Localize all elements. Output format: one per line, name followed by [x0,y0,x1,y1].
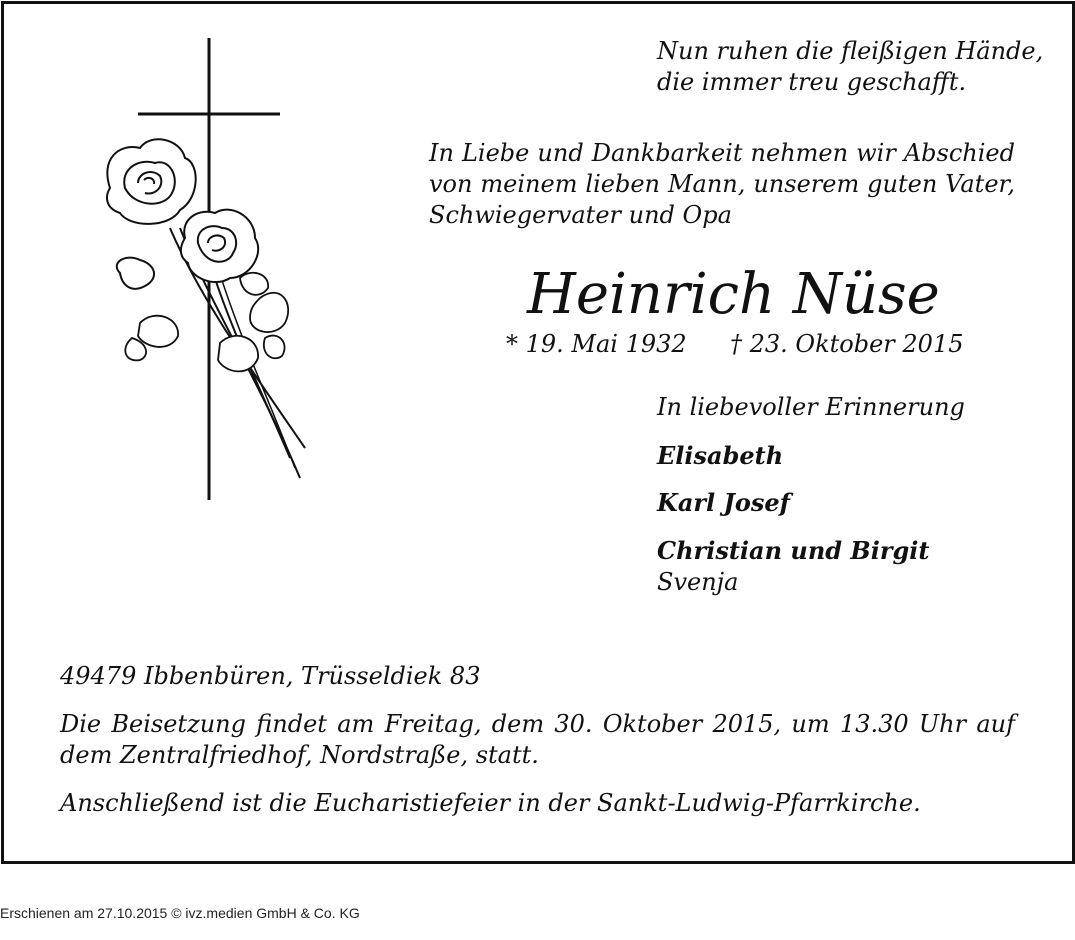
mourner-name: Elisabeth [657,441,784,470]
grandchild-name: Svenja [657,568,739,596]
motto-line-2: die immer treu geschafft. [657,68,967,96]
mourner-name: Christian und Birgit [657,536,930,565]
death-date: † 23. Oktober 2015 [730,330,964,358]
publication-credit: Erschienen am 27.10.2015 © ivz.medien GmbH & Co. KG [0,905,360,921]
motto-line-1: Nun ruhen die fleißigen Hände, [657,37,1044,65]
mourners-heading: In liebevoller Erinnerung [657,393,965,421]
birth-date: * 19. Mai 1932 [506,330,687,358]
address: 49479 Ibbenbüren, Trüsseldiek 83 [60,662,481,690]
deceased-name: Heinrich Nüse [527,262,940,327]
cross-with-roses-icon [100,38,320,503]
mourner-name: Karl Josef [657,488,790,517]
funeral-details: Die Beisetzung findet am Freitag, dem 30. Oktober 2015, um 13.30 Uhr auf dem Zentralfriedhof, Nordstraße, statt. [60,710,1015,769]
service-details: Anschließend ist die Eucharistiefeier in der Sankt-Ludwig-Pfarrkirche. [60,789,921,817]
farewell-intro: In Liebe und Dankbarkeit nehmen wir Abschied von meinem lieben Mann, unserem guten Vater, Schwiegervater und Opa [429,139,1015,229]
